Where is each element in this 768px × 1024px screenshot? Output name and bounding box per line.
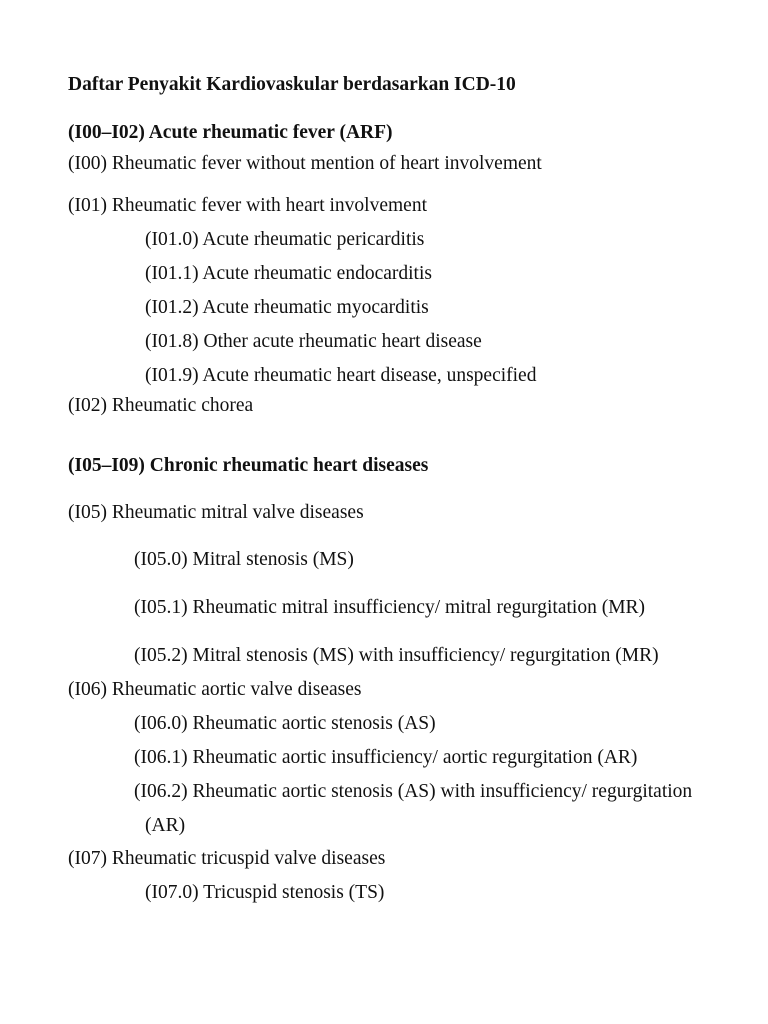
list-subitem: (I05.2) Mitral stenosis (MS) with insufficiency/ regurgitation (MR) [134, 645, 659, 666]
list-subitem: (I01.9) Acute rheumatic heart disease, unspecified [145, 365, 537, 386]
section-heading: (I00–I02) Acute rheumatic fever (ARF) [68, 122, 393, 143]
list-subitem: (I05.1) Rheumatic mitral insufficiency/ mitral regurgitation (MR) [134, 597, 646, 618]
list-item: (I05) Rheumatic mitral valve diseases [68, 502, 364, 523]
list-subitem: (I01.0) Acute rheumatic pericarditis [145, 229, 425, 250]
list-subitem: (I05.0) Mitral stenosis (MS) [134, 549, 354, 570]
section-heading: (I05–I09) Chronic rheumatic heart diseases [68, 455, 429, 476]
list-subitem: (I06.0) Rheumatic aortic stenosis (AS) [134, 713, 436, 734]
list-item: (I00) Rheumatic fever without mention of heart involvement [68, 153, 542, 174]
list-subitem: (I06.1) Rheumatic aortic insufficiency/ aortic regurgitation (AR) [134, 747, 638, 768]
list-subitem: (I06.2) Rheumatic aortic stenosis (AS) with insufficiency/ regurgitation [134, 781, 693, 802]
list-subitem: (I01.8) Other acute rheumatic heart disease [145, 331, 482, 352]
list-subitem-continuation: (AR) [145, 815, 186, 836]
list-item: (I07) Rheumatic tricuspid valve diseases [68, 848, 386, 869]
list-item: (I02) Rheumatic chorea [68, 395, 254, 416]
list-subitem: (I01.2) Acute rheumatic myocarditis [145, 297, 429, 318]
list-item: (I06) Rheumatic aortic valve diseases [68, 679, 362, 700]
list-subitem: (I07.0) Tricuspid stenosis (TS) [145, 882, 385, 903]
document-title: Daftar Penyakit Kardiovaskular berdasarkan ICD-10 [68, 74, 516, 95]
list-item: (I01) Rheumatic fever with heart involvement [68, 195, 427, 216]
list-subitem: (I01.1) Acute rheumatic endocarditis [145, 263, 432, 284]
